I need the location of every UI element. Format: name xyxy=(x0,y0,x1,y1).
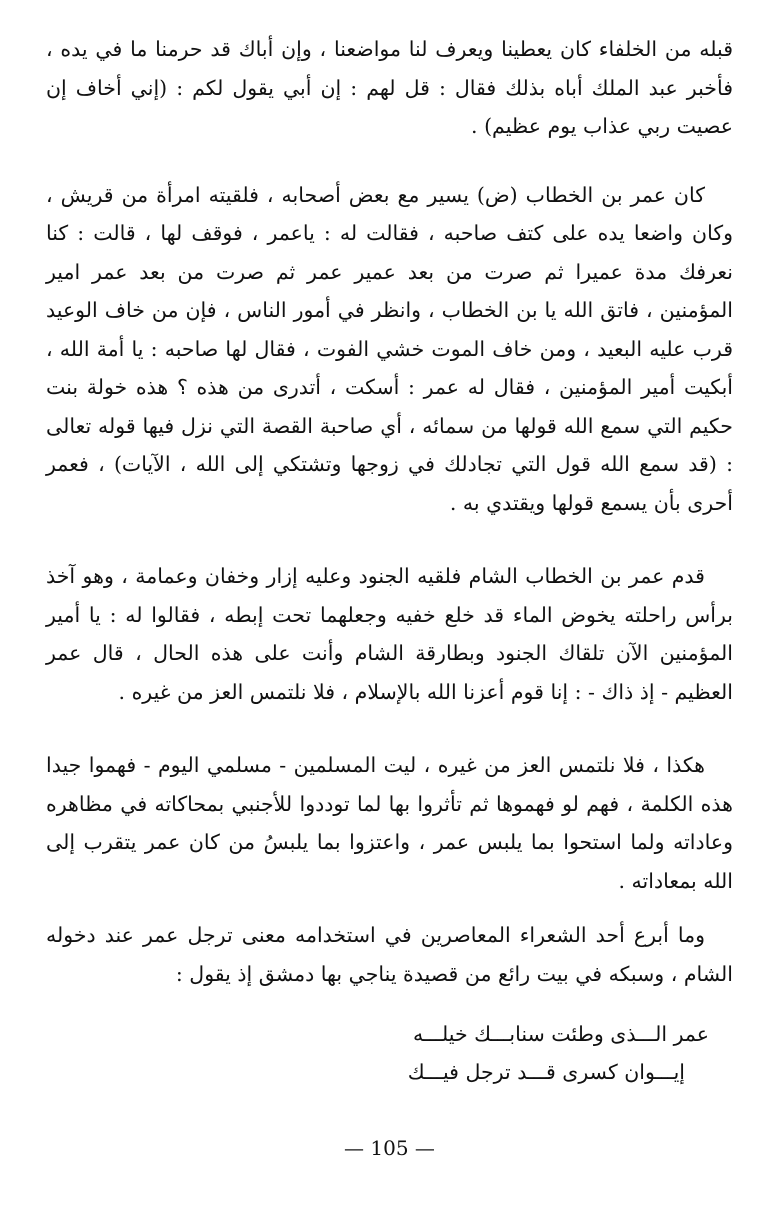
paragraph-1: قبله من الخلفاء كان يعطينا ويعرف لنا مواضعنا ، وإن أباك قد حرمنا ما في يده ، فأخبر عبد الملك أباه بذلك فقال : قل لهم : إن أبي يقول لكم : (إني أخاف إن عصيت ربي عذاب يوم عظيم) . xyxy=(46,37,733,138)
page-number: — 105 — xyxy=(344,1136,435,1160)
paragraph-3: قدم عمر بن الخطاب الشام فلقيه الجنود وعليه إزار وخفان وعمامة ، وهو آخذ برأس راحلته يخوض الماء قد خلع خفيه وجعلهما تحت إبطه ، فقالوا له : يا أمير المؤمنين الآن تلقاك الجنود وبطارقة الشام وأنت على هذه الحال ، قال عمر العظيم - إذ ذاك - : إنا قوم أعزنا الله بالإسلام ، فلا نلتمس العز من غيره . xyxy=(46,564,733,704)
poem-verse xyxy=(46,1015,733,1091)
paragraph-5: وما أبرع أحد الشعراء المعاصرين في استخدامه معنى ترجل عمر عند دخوله الشام ، وسبكه في بيت رائع من قصيدة يناجي بها دمشق إذ يقول : xyxy=(46,923,733,986)
paragraph-4: هكذا ، فلا نلتمس العز من غيره ، ليت المسلمين - مسلمي اليوم - فهموا جيدا هذه الكلمة ، فهم لو فهموها ثم تأثروا بها لما توددوا للأجنبي بمحاكاته في مظاهره وعاداته ولما استحوا بما يلبس عمر ، واعتزوا بما يلبسُ من كان عمر يتقرب إلى الله بمعاداته . xyxy=(46,753,733,893)
verse-hemistich-1: عمر الـــذى وطئت سنابـــك خيلـــه xyxy=(412,1022,709,1046)
paragraph-2: كان عمر بن الخطاب (ض) يسير مع بعض أصحابه ، فلقيته امرأة من قريش ، وكان واضعا يده على كتف صاحبه ، فقالت له : ياعمر ، فوقف لها ، قالت : كنا نعرفك مدة عميرا ثم صرت من بعد عمير عمر ثم صرت من بعد عمر امير المؤمنين ، فاتق الله يا بن الخطاب ، وانظر في أمور الناس ، فإن من خاف الوعيد قرب عليه البعيد ، ومن خاف الموت خشي الفوت ، فقال لها صاحبه : يا أمة الله ، أبكيت أمير المؤمنين ، فقال له عمر : أسكت ، أتدرى من هذه ؟ هذه خولة بنت حكيم التي سمع الله قولها من سمائه ، أي صاحبة القصة التي نزل فيها قوله تعالى : (قد سمع الله قول التي تجادلك في زوجها وتشتكي إلى الله ، الآيات) ، فعمر أحرى بأن يسمع قولها ويقتدي به . xyxy=(46,182,733,515)
verse-hemistich-2: إيـــوان كسرى قـــد ترجل فيـــك xyxy=(407,1060,685,1084)
